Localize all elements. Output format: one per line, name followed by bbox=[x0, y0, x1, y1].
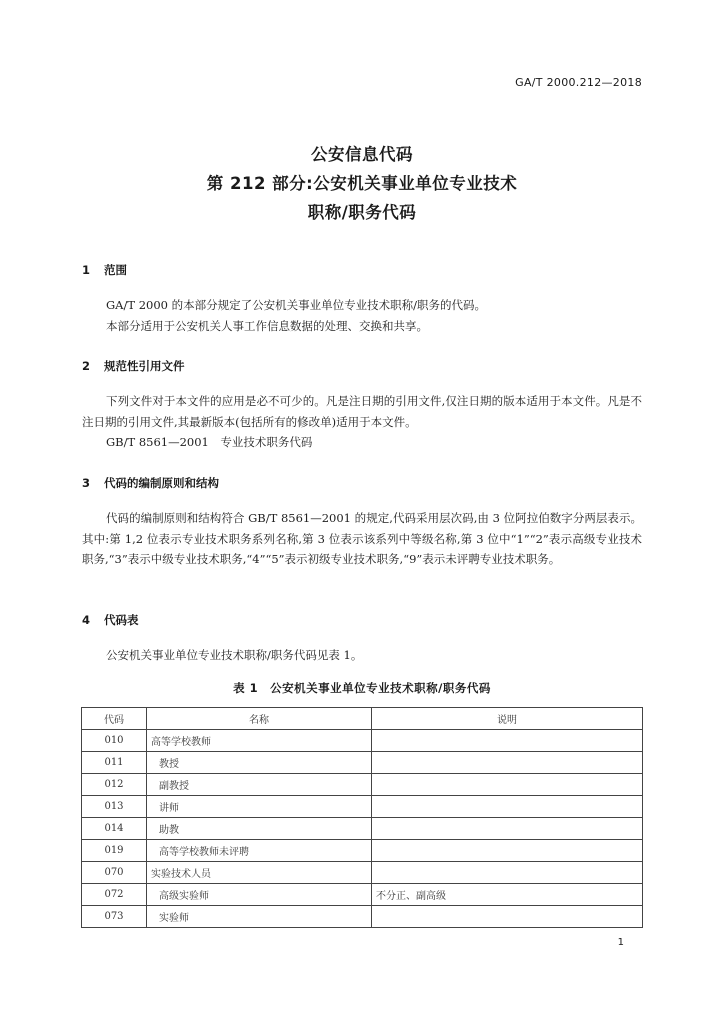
table-header-row bbox=[82, 708, 643, 730]
paragraph: GB/T 8561—2001 专业技术职务代码 bbox=[106, 435, 313, 449]
table-row bbox=[82, 840, 643, 862]
title-line-1: 公安信息代码 bbox=[311, 145, 413, 164]
cell-name: 高级实验师 bbox=[147, 884, 372, 906]
cell-name: 讲师 bbox=[147, 796, 372, 818]
cell-code: 014 bbox=[82, 818, 147, 840]
section-2-body bbox=[82, 391, 642, 453]
section-number: 4 bbox=[82, 613, 91, 627]
section-3-heading bbox=[82, 475, 219, 491]
table-row bbox=[82, 752, 643, 774]
cell-name: 实验师 bbox=[147, 906, 372, 928]
cell-note bbox=[372, 862, 643, 884]
cell-note bbox=[372, 796, 643, 818]
column-header-name: 名称 bbox=[147, 708, 372, 730]
document-title bbox=[0, 140, 724, 227]
table-row bbox=[82, 818, 643, 840]
cell-note bbox=[372, 906, 643, 928]
cell-note bbox=[372, 752, 643, 774]
paragraph: 代码的编制原则和结构符合 GB/T 8561—2001 的规定,代码采用层次码,由 3 位阿拉伯数字分两层表示。其中:第 1,2 位表示专业技术职务系列名称,第 3 位表示该系列中等级名称,第 3 位中“1”“2”表示高级专业技术职务,“3”表示中级专业技术职务,“4”“5”表示初级专业技术职务,“9”表示未评聘专业技术职务。 bbox=[82, 511, 642, 566]
cell-name: 高等学校教师 bbox=[147, 730, 372, 752]
table-row bbox=[82, 730, 643, 752]
cell-code: 012 bbox=[82, 774, 147, 796]
cell-name: 教授 bbox=[147, 752, 372, 774]
cell-note: 不分正、副高级 bbox=[372, 884, 643, 906]
table-body bbox=[82, 730, 643, 928]
cell-code: 013 bbox=[82, 796, 147, 818]
section-title: 规范性引用文件 bbox=[104, 359, 185, 373]
section-4-heading bbox=[82, 612, 139, 628]
page-number: 1 bbox=[617, 937, 624, 948]
cell-code: 011 bbox=[82, 752, 147, 774]
table-row bbox=[82, 906, 643, 928]
section-title: 代码的编制原则和结构 bbox=[104, 476, 219, 490]
paragraph: 本部分适用于公安机关人事工作信息数据的处理、交换和共享。 bbox=[106, 318, 428, 333]
cell-code: 070 bbox=[82, 862, 147, 884]
cell-name: 高等学校教师未评聘 bbox=[147, 840, 372, 862]
cell-name: 实验技术人员 bbox=[147, 862, 372, 884]
paragraph: 下列文件对于本文件的应用是必不可少的。凡是注日期的引用文件,仅注日期的版本适用于本文件。凡是不注日期的引用文件,其最新版本(包括所有的修改单)适用于本文件。 bbox=[82, 394, 642, 429]
section-title: 范围 bbox=[104, 263, 127, 277]
cell-code: 073 bbox=[82, 906, 147, 928]
cell-name: 助教 bbox=[147, 818, 372, 840]
section-1-heading bbox=[82, 262, 127, 278]
cell-note bbox=[372, 818, 643, 840]
paragraph: 公安机关事业单位专业技术职称/职务代码见表 1。 bbox=[106, 648, 363, 662]
cell-note bbox=[372, 774, 643, 796]
standard-code: GA/T 2000.212—2018 bbox=[515, 76, 642, 89]
section-1-body bbox=[82, 295, 642, 336]
section-3-body bbox=[82, 508, 642, 570]
table-row bbox=[82, 774, 643, 796]
column-header-code: 代码 bbox=[82, 708, 147, 730]
section-2-heading bbox=[82, 358, 185, 374]
section-number: 2 bbox=[82, 359, 91, 373]
section-number: 1 bbox=[82, 263, 91, 277]
column-header-note: 说明 bbox=[372, 708, 643, 730]
section-number: 3 bbox=[82, 476, 91, 490]
table-caption: 表 1 公安机关事业单位专业技术职称/职务代码 bbox=[233, 681, 491, 695]
code-table bbox=[81, 707, 643, 928]
table-row bbox=[82, 862, 643, 884]
cell-code: 010 bbox=[82, 730, 147, 752]
cell-code: 072 bbox=[82, 884, 147, 906]
cell-name: 副教授 bbox=[147, 774, 372, 796]
cell-code: 019 bbox=[82, 840, 147, 862]
section-4-body bbox=[82, 645, 642, 666]
paragraph: GA/T 2000 的本部分规定了公安机关事业单位专业技术职称/职务的代码。 bbox=[106, 298, 486, 312]
title-line-3: 职称/职务代码 bbox=[307, 203, 417, 222]
section-title: 代码表 bbox=[104, 613, 139, 627]
title-line-2: 第 212 部分:公安机关事业单位专业技术 bbox=[206, 174, 518, 193]
table-row bbox=[82, 796, 643, 818]
cell-note bbox=[372, 840, 643, 862]
table-row bbox=[82, 884, 643, 906]
cell-note bbox=[372, 730, 643, 752]
